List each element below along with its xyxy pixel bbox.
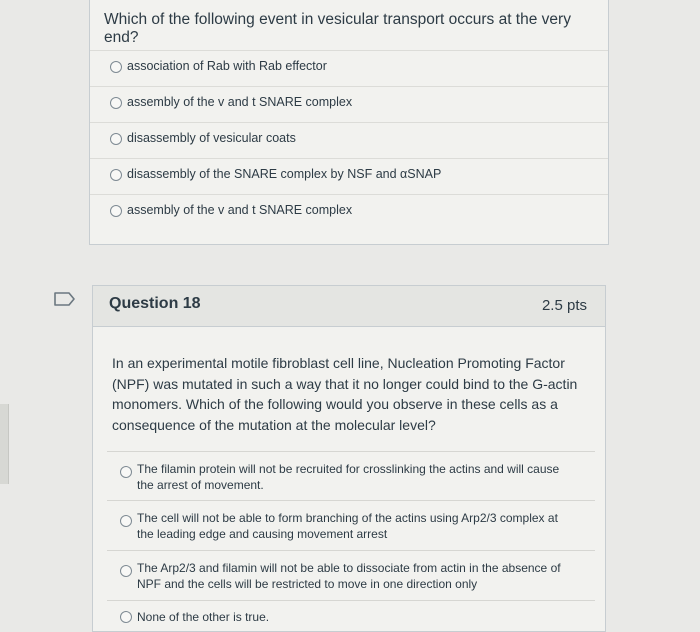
answer-option[interactable] [107,500,595,550]
answer-list [107,451,595,631]
question-header [93,286,605,327]
answer-option[interactable] [90,51,608,87]
radio-button-icon[interactable] [110,133,122,145]
previous-question-panel [89,0,609,245]
radio-button-icon[interactable] [110,97,122,109]
answer-label: disassembly of the SNARE complex by NSF and αSNAP [127,167,442,181]
answer-option[interactable] [90,159,608,195]
answer-label: The Arp2/3 and filamin will not be able to dissociate from actin in the absence of NPF and the cells will be restricted to move in one direction only [137,561,561,591]
radio-button-icon[interactable] [120,565,132,577]
radio-button-icon[interactable] [120,466,132,478]
answer-option[interactable] [107,451,595,500]
answer-label: disassembly of vesicular coats [127,131,296,145]
answer-label: The filamin protein will not be recruited for crosslinking the actins and will cause the arrest of movement. [137,462,560,492]
question-panel [92,285,606,632]
answer-option[interactable] [90,195,608,230]
radio-button-icon[interactable] [110,205,122,217]
answer-label: None of the other is true. [137,610,270,624]
answer-label: assembly of the v and t SNARE complex [127,203,353,217]
side-edge [0,404,9,484]
answer-option[interactable] [107,550,595,600]
answer-option[interactable] [90,123,608,159]
previous-question-text: Which of the following event in vesicular transport occurs at the very end? [104,11,571,46]
answer-option[interactable] [90,87,608,123]
radio-button-icon[interactable] [120,611,132,623]
answer-label: The cell will not be able to form branching of the actins using Arp2/3 complex at the leading edge and causing movement arrest [137,511,558,541]
answer-option[interactable] [107,600,595,631]
answer-label: association of Rab with Rab effector [127,59,327,73]
flag-outline-icon[interactable] [54,292,76,306]
question-points: 2.5 pts [541,297,587,314]
radio-button-icon[interactable] [110,169,122,181]
radio-button-icon[interactable] [110,61,122,73]
previous-answer-list [90,51,608,230]
answer-label: assembly of the v and t SNARE complex [127,95,353,109]
question-title: Question 18 [109,295,201,312]
question-stem: In an experimental motile fibroblast cell line, Nucleation Promoting Factor (NPF) was mutated in such a way that it no longer could bind to the G-actin monomers. Which of the following would you observe in these cells as a consequence of the mutation at the molecular level? [112,355,578,433]
radio-button-icon[interactable] [120,515,132,527]
